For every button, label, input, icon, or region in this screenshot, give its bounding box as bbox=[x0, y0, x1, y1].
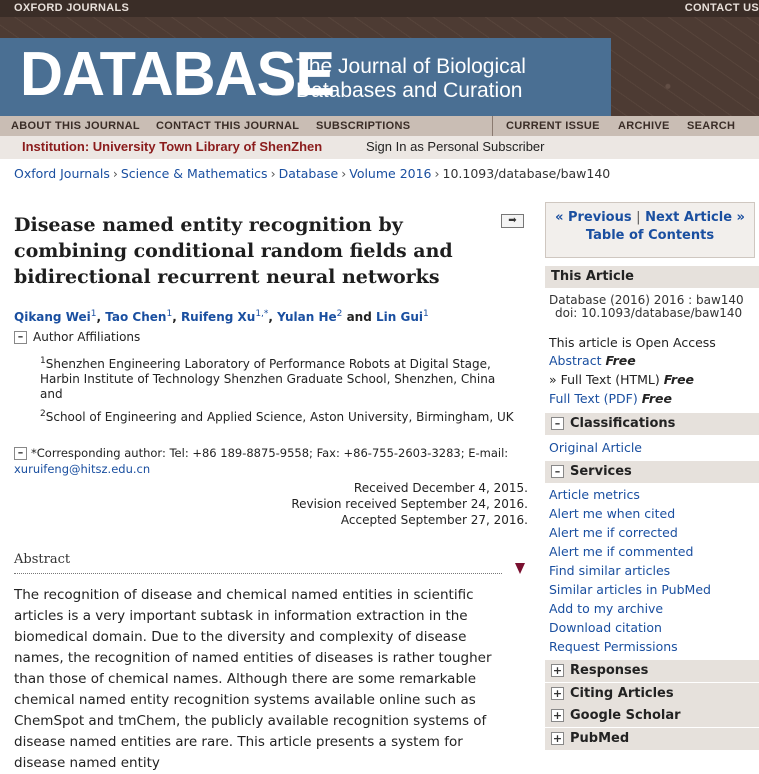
article-nav-box bbox=[545, 202, 755, 258]
sidebar bbox=[545, 202, 759, 757]
abstract-divider bbox=[14, 573, 502, 574]
service-add-archive[interactable]: Add to my archive bbox=[549, 601, 664, 616]
accepted-date: Accepted September 27, 2016. bbox=[340, 513, 528, 527]
author-link[interactable]: Qikang Wei bbox=[14, 310, 91, 324]
google-scholar-heading[interactable]: + Google Scholar bbox=[545, 705, 759, 727]
nav-search[interactable]: SEARCH bbox=[687, 120, 736, 132]
affil-sup: 2 bbox=[40, 409, 46, 419]
abstract-text: The recognition of disease and chemical named entities in scientific articles is a very important subtask in information extraction in the biomedical domain. Due to the diversity and complexity of disease names, the recognition of named entities of diseases is rather tougher than those of chemical names. Although there are some remarkable chemical named entity recognition systems available online such as ChemSpot and tmChem, the publicly available recognition systems of disease named entities are rare. This article presents a system for disease named entity bbox=[14, 587, 492, 771]
expand-plus-icon[interactable]: + bbox=[552, 732, 563, 745]
previous-article-link[interactable]: « Previous bbox=[555, 210, 632, 225]
service-find-similar[interactable]: Find similar articles bbox=[549, 563, 671, 578]
author-link[interactable]: Ruifeng Xu bbox=[180, 310, 256, 324]
author-email-link[interactable]: xuruifeng@hitsz.edu.cn bbox=[14, 462, 151, 476]
author-link[interactable]: Tao Chen bbox=[105, 310, 167, 324]
affil-line: Harbin Institute of Technology Shenzhen Graduate School, Shenzhen, China bbox=[40, 372, 496, 386]
nav-about-journal[interactable]: ABOUT THIS JOURNAL bbox=[11, 120, 140, 132]
tagline-line-1: The Journal of Biological bbox=[296, 55, 526, 78]
author-sup: 1 bbox=[255, 309, 262, 319]
corresponding-text: *Corresponding author: Tel: +86 189-8875-9558; Fax: +86-755-2603-3283; E-mail: bbox=[31, 446, 509, 460]
nav-pipe: | bbox=[636, 210, 641, 225]
open-access-label: This article is Open Access bbox=[549, 335, 716, 350]
collapse-minus-icon[interactable]: – bbox=[14, 447, 27, 460]
author-sup: 2 bbox=[336, 309, 343, 319]
tagline-line-2: Databases and Curation bbox=[296, 79, 523, 102]
service-similar-pubmed[interactable]: Similar articles in PubMed bbox=[549, 582, 711, 597]
oxford-journals-link[interactable]: OXFORD JOURNALS bbox=[14, 2, 130, 14]
arrow-right-icon[interactable]: ➡ bbox=[501, 214, 524, 228]
article-title: Disease named entity recognition by combining conditional random fields and bidirectional recurrent neural networks bbox=[14, 214, 453, 288]
collapse-minus-icon[interactable]: – bbox=[551, 465, 564, 478]
author-list: Qikang Wei$^1$, Tao Chen$^1$, Ruifeng $Xu^{1,*}$, Yulan He$^2$ and Lin Gui$^1$ bbox=[14, 309, 429, 324]
breadcrumb bbox=[14, 166, 610, 181]
journal-banner bbox=[0, 17, 759, 116]
nav-archive[interactable]: ARCHIVE bbox=[618, 120, 670, 132]
service-request-permissions[interactable]: Request Permissions bbox=[549, 639, 678, 654]
breadcrumb-current: 10.1093/database/baw140 bbox=[442, 166, 611, 181]
full-text-pdf-link[interactable]: Full Text (PDF) Free bbox=[549, 391, 672, 406]
citing-articles-heading[interactable]: + Citing Articles bbox=[545, 683, 759, 705]
nav-contact-journal[interactable]: CONTACT THIS JOURNAL bbox=[156, 120, 300, 132]
table-of-contents-link[interactable]: Table of Contents bbox=[585, 228, 715, 243]
sign-in-link[interactable]: Sign In as Personal Subscriber bbox=[366, 139, 545, 154]
contact-us-link[interactable]: CONTACT US bbox=[684, 2, 759, 14]
author-sup: 1 bbox=[166, 309, 173, 319]
classifications-heading[interactable]: – Classifications bbox=[545, 413, 759, 435]
nav-current-issue[interactable]: CURRENT ISSUE bbox=[506, 120, 600, 132]
journal-logo[interactable]: DATABASE bbox=[20, 40, 335, 109]
citation-line-1: Database (2016) 2016 : baw140 bbox=[549, 293, 744, 307]
author-link[interactable]: Lin Gui bbox=[376, 310, 423, 324]
breadcrumb-separator: › bbox=[112, 166, 118, 181]
abstract-heading: Abstract bbox=[14, 552, 71, 567]
free-badge: Free bbox=[605, 353, 636, 368]
free-badge: Free bbox=[641, 391, 672, 406]
service-article-metrics[interactable]: Article metrics bbox=[549, 487, 640, 502]
breadcrumb-oxford-journals[interactable]: Oxford Journals bbox=[14, 166, 110, 181]
citation-doi: doi: 10.1093/database/baw140 bbox=[555, 306, 743, 320]
author-sup: 1 bbox=[90, 309, 97, 319]
revised-date: Revision received September 24, 2016. bbox=[291, 497, 528, 511]
service-download-citation[interactable]: Download citation bbox=[549, 620, 662, 635]
service-alert-commented[interactable]: Alert me if commented bbox=[549, 544, 694, 559]
breadcrumb-volume[interactable]: Volume 2016 bbox=[349, 166, 432, 181]
this-article-heading: This Article bbox=[545, 266, 759, 288]
affil-line: Shenzhen Engineering Laboratory of Performance Robots at Digital Stage, bbox=[45, 357, 491, 371]
services-heading[interactable]: – Services bbox=[545, 461, 759, 483]
service-alert-corrected[interactable]: Alert me if corrected bbox=[549, 525, 678, 540]
institution-bar bbox=[0, 136, 759, 159]
affiliation-2 bbox=[40, 407, 514, 425]
breadcrumb-science-math[interactable]: Science & Mathematics bbox=[120, 166, 268, 181]
breadcrumb-separator: › bbox=[341, 166, 347, 181]
top-bar bbox=[0, 0, 759, 17]
author-sup: 1 bbox=[423, 309, 429, 319]
received-date: Received December 4, 2015. bbox=[353, 481, 528, 495]
affil-sup: 1 bbox=[40, 356, 46, 366]
affil-line: and bbox=[40, 387, 63, 401]
full-text-html-current: » Full Text (HTML) Free bbox=[549, 372, 695, 387]
nav-subscriptions[interactable]: SUBSCRIPTIONS bbox=[316, 120, 411, 132]
journal-nav bbox=[0, 116, 759, 136]
article-dates bbox=[291, 480, 528, 528]
pubmed-heading[interactable]: + PubMed bbox=[545, 728, 759, 750]
breadcrumb-database[interactable]: Database bbox=[278, 166, 339, 181]
journal-tagline bbox=[296, 55, 526, 103]
affiliations-heading bbox=[14, 330, 140, 344]
nav-divider bbox=[492, 116, 493, 136]
affil-line: School of Engineering and Applied Science, Aston University, Birmingham, UK bbox=[45, 410, 514, 424]
next-article-link[interactable]: Next Article » bbox=[645, 210, 745, 225]
abstract-link[interactable]: Abstract Free bbox=[549, 353, 636, 368]
breadcrumb-separator: › bbox=[434, 166, 440, 181]
original-article-link[interactable]: Original Article bbox=[549, 440, 642, 455]
affiliations-label: Author Affiliations bbox=[33, 330, 141, 344]
corresponding-mark: ,* bbox=[261, 309, 269, 319]
affiliation-1 bbox=[40, 354, 495, 402]
institution-label: Institution: University Town Library of ShenZhen bbox=[22, 139, 323, 154]
collapse-minus-icon[interactable]: – bbox=[14, 331, 27, 344]
corresponding-author bbox=[14, 445, 519, 477]
expand-plus-icon[interactable]: + bbox=[552, 709, 563, 722]
and-word: and bbox=[346, 310, 372, 324]
free-badge: Free bbox=[663, 372, 695, 387]
author-link[interactable]: Yulan He bbox=[277, 310, 337, 324]
responses-heading[interactable]: + Responses bbox=[545, 660, 759, 682]
service-alert-cited[interactable]: Alert me when cited bbox=[549, 506, 676, 521]
expand-plus-icon[interactable]: + bbox=[552, 687, 563, 700]
breadcrumb-separator: › bbox=[270, 166, 276, 181]
triangle-down-icon[interactable] bbox=[515, 563, 525, 574]
expand-plus-icon[interactable]: + bbox=[552, 664, 563, 677]
collapse-minus-icon[interactable]: – bbox=[551, 417, 564, 430]
